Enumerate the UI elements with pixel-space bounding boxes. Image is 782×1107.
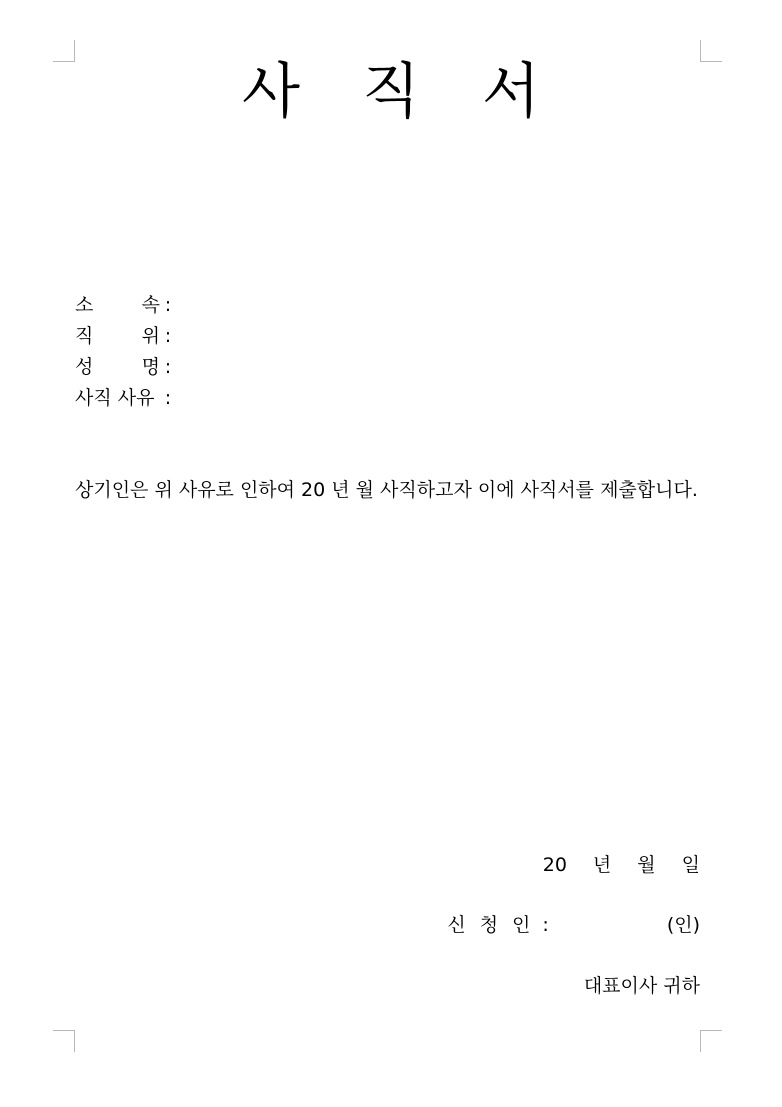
label-char: 소 [75,294,94,316]
date-day-unit: 일 [681,854,700,876]
title-char: 직 [362,57,420,127]
field-label [75,290,160,321]
recipient: 대표이사 귀하 [583,975,700,997]
label-char: 청 [479,914,499,936]
field-affiliation [75,290,476,321]
applicant-line [447,910,700,941]
title-char: 서 [481,57,540,127]
seal-mark: (인) [666,914,700,936]
field-reason [75,383,476,414]
field-name [75,352,476,383]
label-char: 성 [75,356,94,378]
label-char: 직 [75,325,94,347]
document-title [0,52,782,132]
field-colon: : [164,325,172,347]
applicant-label [447,910,530,941]
title-char: 사 [242,57,301,127]
statement-paragraph: 상기인은 위 사유로 인하여 20 년 월 사직하고자 이에 사직서를 제출합니다. [75,479,698,501]
label-char: 신 [447,914,466,936]
date-line [543,850,700,881]
field-colon: : [164,294,172,316]
crop-mark-bottom-right [700,1030,722,1052]
field-label [75,321,160,352]
field-position [75,321,476,352]
field-label: 사직 사유 [75,387,155,409]
label-char: 속 [141,294,160,316]
date-year-unit: 년 [592,854,612,876]
applicant-colon: : [542,914,549,936]
field-colon: : [164,387,172,409]
field-label [75,352,160,383]
label-char: 위 [141,325,160,347]
field-colon: : [164,356,172,378]
date-year: 20 [542,854,567,876]
crop-mark-bottom-left [53,1030,75,1052]
label-char: 인 [512,914,531,936]
date-month-unit: 월 [637,854,656,876]
label-char: 명 [141,356,160,378]
info-fields [75,290,476,414]
